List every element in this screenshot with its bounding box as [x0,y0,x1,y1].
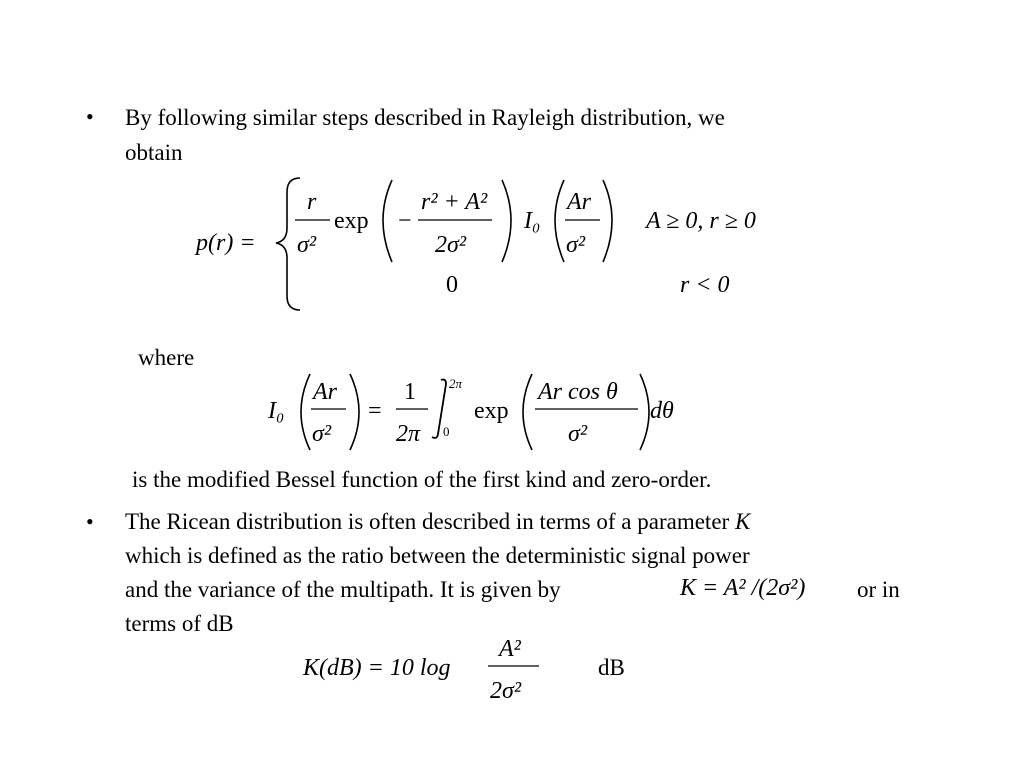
fraction-numerator: A² [499,636,521,662]
fraction-numerator: r [307,189,317,215]
paragraph-line: obtain [125,140,183,165]
equals-sign: = [368,398,382,424]
paragraph-text: The Ricean distribution is often described in terms of a parameter [125,509,735,534]
fraction-numerator: 1 [404,379,416,405]
where-label: where [138,345,195,370]
parameter-k: K [734,509,751,534]
fraction-numerator: Ar [567,189,591,215]
paragraph-line: and the variance of the multipath. It is given by [125,577,561,602]
kdb-lhs: K(dB) = 10 log [303,655,451,681]
integral-upper-limit: 2π [449,376,463,391]
exp-function: exp [474,398,509,424]
fraction-denominator: 2σ² [435,232,467,258]
fraction-denominator: 2σ² [490,678,522,704]
exp-function: exp [334,208,369,234]
paragraph-line: or in [857,577,900,602]
fraction-numerator: r² + A² [421,189,488,215]
differential: dθ [650,398,674,424]
paragraph-line: By following similar steps described in Rayleigh distribution, we [125,105,725,130]
bullet-marker: • [86,509,94,534]
condition-text: A ≥ 0, r ≥ 0 [646,208,756,234]
paragraph-line: terms of dB [125,611,234,636]
fraction-denominator: σ² [297,232,317,258]
inline-formula: K = A² /(2σ²) [680,575,806,601]
fraction-denominator: σ² [566,232,586,258]
unit-label: dB [598,655,625,680]
case-value: 0 [446,272,458,298]
paragraph-line: which is defined as the ratio between the deterministic signal power [125,543,750,568]
fraction-denominator: 2π [396,421,421,447]
fraction-numerator: Ar cos θ [538,379,618,405]
integral-lower-limit: 0 [443,424,450,439]
fraction-numerator: Ar [313,379,337,405]
condition-text: r < 0 [680,272,730,298]
fraction-denominator: σ² [568,421,588,447]
bessel-symbol: I₀ [268,398,285,424]
fraction-denominator: σ² [312,421,332,447]
pdf-lhs: p(r) = [196,230,256,256]
bessel-description: is the modified Bessel function of the first kind and zero-order. [132,467,712,492]
minus-sign: − [398,208,412,234]
bullet-marker: • [86,104,94,129]
bessel-symbol: I₀ [524,208,541,234]
